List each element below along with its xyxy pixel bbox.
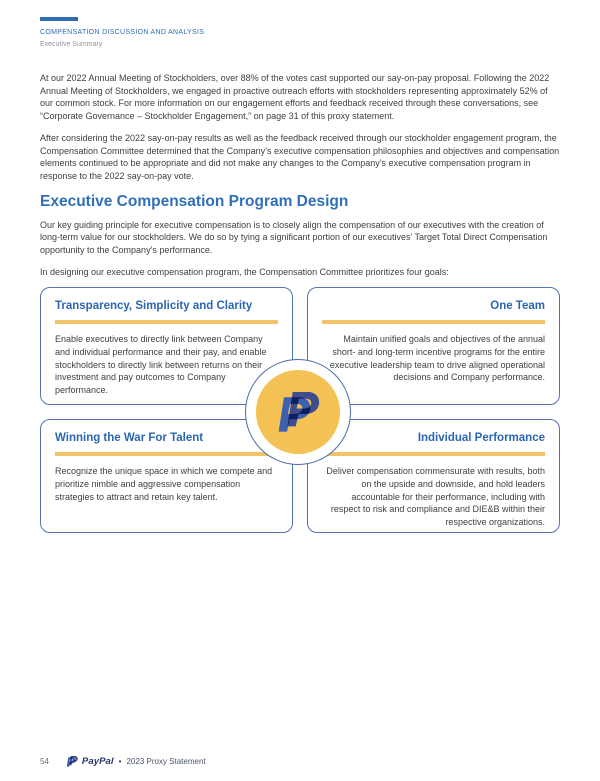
- section-subtitle: Executive Summary: [40, 41, 103, 48]
- page-body: [40, 72, 560, 533]
- paypal-monogram-icon: [276, 392, 320, 433]
- paypal-monogram-circle: [256, 370, 340, 454]
- chapter-title: COMPENSATION DISCUSSION AND ANALYSIS: [40, 29, 205, 36]
- footer-brand: [66, 756, 206, 767]
- page-number: 54: [40, 757, 49, 766]
- footer-doc-title: 2023 Proxy Statement: [126, 757, 206, 766]
- header-accent-bar: [40, 17, 78, 21]
- goal-title-underline: [55, 452, 278, 456]
- section-heading: Executive Compensation Program Design: [40, 192, 349, 210]
- page-footer: [40, 756, 206, 767]
- paypal-logo-hub: [245, 359, 351, 465]
- paragraph-four-goals-intro: In designing our executive compensation program, the Compensation Committee prioritizes four goals:: [40, 266, 449, 277]
- goal-body: Deliver compensation commensurate with results, both on the upside and downside, and hold leaders accountable for their performance, including with respect to risk and compliance and DIE&B within their respective organizations.: [326, 465, 545, 528]
- goal-title: Individual Performance: [417, 432, 545, 445]
- goal-title: Winning the War For Talent: [55, 432, 204, 445]
- goal-title: One Team: [490, 300, 545, 313]
- paypal-wordmark: PayPal: [81, 756, 114, 767]
- four-goals-diagram: [40, 287, 560, 533]
- goal-body: Recognize the unique space in which we compete and prioritize nimble and aggressive compensation strategies to attract and retain key talent.: [55, 465, 273, 502]
- goal-body: Maintain unified goals and objectives of the annual short- and long-term incentive programs for the entire executive leadership team to drive aligned operational decisions and Company performance.: [329, 333, 545, 383]
- goal-body: Enable executives to directly link between Company and individual performance and their pay, and enable stockholders to directly link between returns on their investment and pay outcomes to Company performance.: [55, 333, 267, 396]
- paragraph-guiding-principle: Our key guiding principle for executive compensation is to closely align the compensation of our executives with the creation of long-term value for our stockholders. We do so by tying a significant portion of our executives’ Target Total Direct Compensation opportunity to the Company’s performance.: [40, 219, 548, 256]
- paragraph-say-on-pay: At our 2022 Annual Meeting of Stockholders, over 88% of the votes cast supported our say-on-pay proposal. Following the 2022 Annual Meeting of Stockholders, we engaged in proactive outreach efforts with stockholders representing approximately 52% of our common stock. For more information on our engagement efforts and feedback received through these conversations, see “Corporate Governance – Stockholder Engagement,” on page 31 of this proxy statement.: [40, 73, 550, 122]
- goal-title-underline: [55, 320, 278, 324]
- paragraph-committee-response: After considering the 2022 say-on-pay results as well as the feedback received through our stockholder engagement program, the Compensation Committee determined that the Company’s executive compensation philosophies and objectives and compensation elements continued to be appropriate and did not make any changes to the Company’s executive compensation program in response to the 2022 say-on-pay vote.: [40, 132, 560, 181]
- paypal-logo-icon: [66, 756, 78, 767]
- goal-title: Transparency, Simplicity and Clarity: [55, 300, 253, 313]
- page-header: [40, 17, 560, 49]
- footer-separator: •: [118, 757, 122, 766]
- goal-title-underline: [322, 320, 545, 324]
- goal-title-underline: [322, 452, 545, 456]
